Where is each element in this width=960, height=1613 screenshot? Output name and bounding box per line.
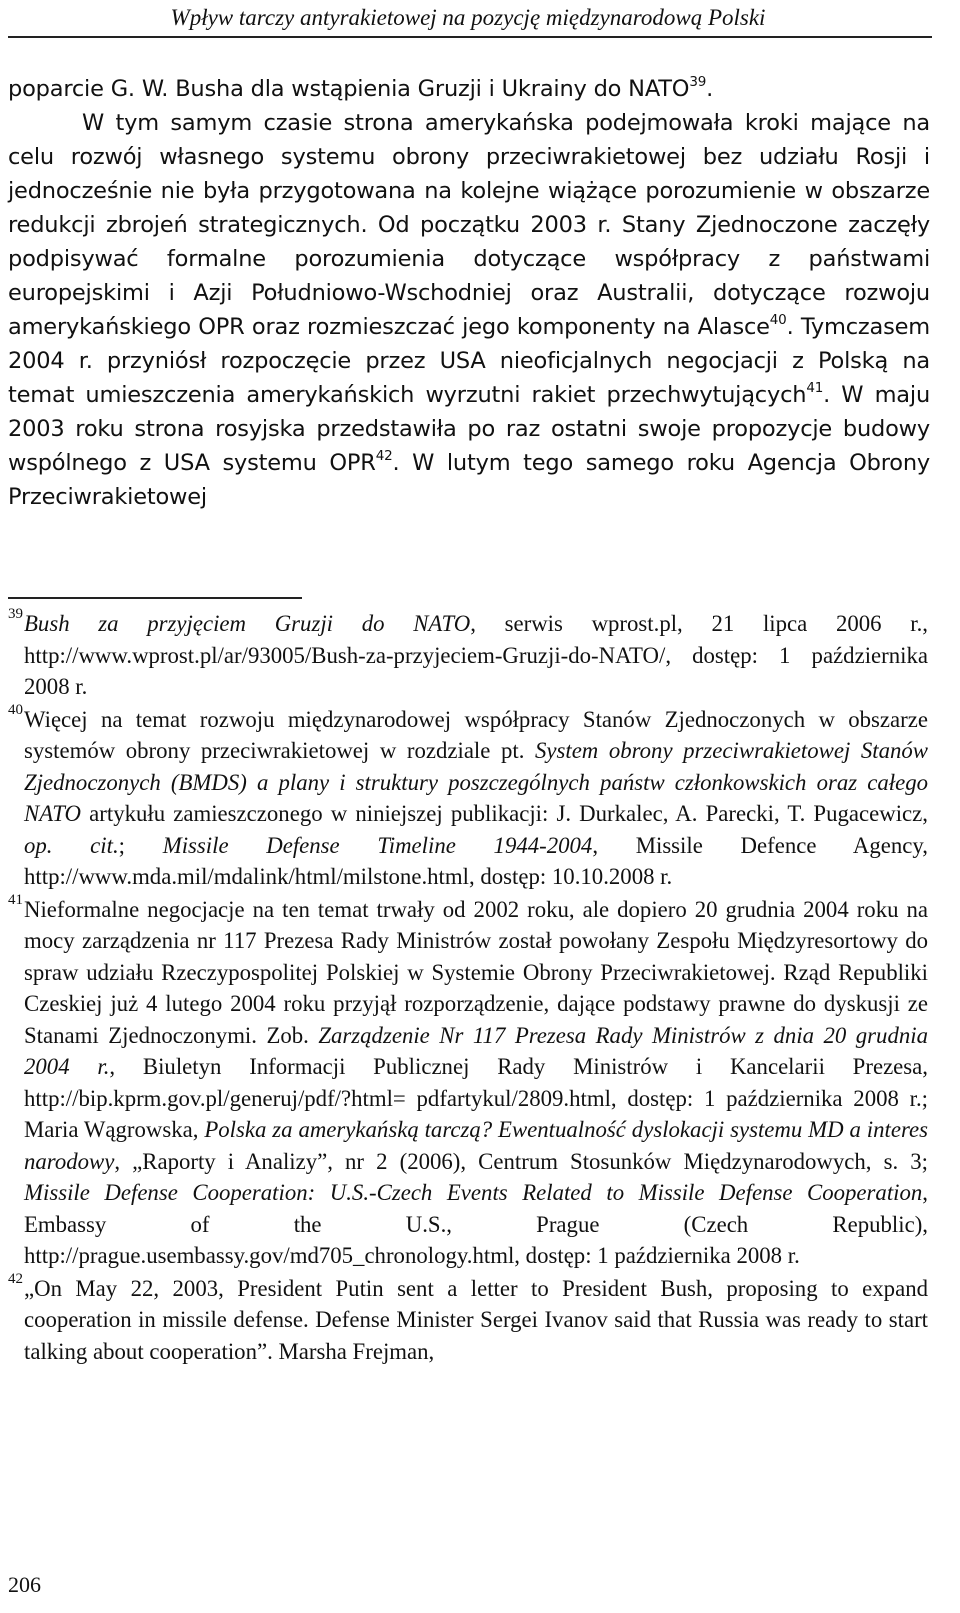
- footnote-39: [8, 608, 928, 703]
- footnote-ref-42[interactable]: 42: [375, 448, 393, 465]
- footnote-body: , serwis wprost.pl, 21 lipca 2006 r., http://www.wprost.pl/ar/93005/Bush-za-przyjeciem-Gruzji-do-NATO/, dostęp: 1 października 2008 r.: [24, 611, 928, 699]
- footnote-title: Bush za przyjęciem Gruzji do NATO: [24, 611, 471, 636]
- footnote-italic: System obrony przeciwrakietowej Stanów Zjednoczonych (BMDS) a plany i struktury poszczególnych państw członkowskich oraz całego NATO: [24, 738, 928, 826]
- footnote-separator: [8, 597, 302, 599]
- footnotes: [8, 608, 928, 1368]
- footnote-text: [24, 894, 928, 1272]
- footnote-number: 42: [8, 1270, 23, 1287]
- footnote-body: , Missile Defence Agency, http://www.mda.mil/mdalink/html/milstone.html, dostęp: 10.10.2008 r.: [24, 832, 928, 889]
- footnote-42: [8, 1270, 928, 1368]
- footnote-italic: op. cit.: [24, 832, 119, 858]
- paragraph-2-part-a: W tym samym czasie strona amerykańska podejmowała kroki mające na celu rozwój własnego systemu obrony przeciwrakietowej bez udziału Rosji i jednocześnie nie była przygotowana na kolejne wiążące porozumienie w obszarze redukcji zbrojeń strategicznych. Od początku 2003 r. Stany Zjednoczone zaczęły podpisywać formalne porozumienia dotyczące współpracy z państwami europejskimi i Azji Południowo-Wschodniej oraz Australii, dotyczące rozwoju amerykańskiego OPR oraz rozmieszczać jego komponenty na Alasce: [8, 110, 930, 340]
- main-text: [8, 72, 930, 514]
- footnote-italic: Missile Defense Cooperation: U.S.-Czech Events Related to Missile Defense Cooperation: [24, 1180, 923, 1205]
- footnote-body: , Biuletyn Informacji Publicznej Rady Ministrów i Kancelarii Prezesa, http://bip.kprm.gov.pl/generuj/pdf/?html= pdfartykul/2809.html, dostęp: 1 października 2008 r.; Maria Wągrowska,: [24, 1054, 928, 1142]
- footnote-40: [8, 701, 928, 893]
- footnote-number: 41: [8, 891, 23, 908]
- footnote-number: 40: [8, 701, 23, 718]
- footnote-ref-41[interactable]: 41: [806, 380, 824, 397]
- footnote-body: Więcej na temat rozwoju międzynarodowej współpracy Stanów Zjednoczonych w obszarze systemów obrony przeciwrakietowej w rozdziale pt.: [24, 706, 928, 763]
- paragraph-2: [8, 106, 930, 514]
- footnote-body: Nieformalne negocjacje na ten temat trwały od 2002 roku, ale dopiero 20 grudnia 2004 roku na mocy zarządzenia nr 117 Prezesa Rady Ministrów został powołany Zespołu Międzyresortowy do spraw udziału Rzeczypospolitej Polskiej w Systemie Obrony Przeciwrakietowej. Rząd Republiki Czeskiej już 4 lutego 2004 roku przyjął rozporządzenie, dające podstawy prawne do dyskusji ze Stanami Zjednoczonymi. Zob.: [24, 896, 928, 1048]
- paragraph-2-part-c: . W maju 2003 roku strona rosyjska przedstawiła po raz ostatni swoje propozycje budowy wspólnego z USA systemu OPR: [8, 382, 930, 476]
- paragraph-1-end: .: [706, 76, 714, 102]
- paragraph-1: [8, 72, 930, 106]
- footnote-text: „On May 22, 2003, President Putin sent a letter to President Bush, proposing to expand cooperation in missile defense. Defense Minister Sergei Ivanov said that Russia was ready to start talking about cooperation”. Marsha Frejman,: [24, 1275, 928, 1364]
- footnote-ref-39[interactable]: 39: [689, 74, 707, 91]
- footnote-body: ;: [118, 832, 163, 858]
- footnote-body: artykułu zamieszczonego w niniejszej publikacji: J. Durkalec, A. Parecki, T. Pugacewicz,: [81, 801, 928, 826]
- footnote-italic: Zarządzenie Nr 117 Prezesa Rady Ministrów z dnia 20 grudnia 2004 r.: [24, 1022, 928, 1079]
- footnote-italic: Missile Defense Timeline 1944-2004: [162, 832, 593, 858]
- footnote-41: [8, 891, 928, 1272]
- paragraph-2-part-b: . Tymczasem 2004 r. przyniósł rozpoczęcie przez USA nieoficjalnych negocjacji z Polską na temat umieszczenia amerykańskich wyrzutni rakiet przechwytujących: [8, 314, 930, 408]
- paragraph-2-part-d: . W lutym tego samego roku Agencja Obrony Przeciwrakietowej: [8, 450, 930, 510]
- footnote-italic: Polska za amerykańską tarczą? Ewentualność dyslokacji systemu MD a interes narodowy: [24, 1117, 928, 1174]
- footnote-body: , Embassy of the U.S., Prague (Czech Republic), http://prague.usembassy.gov/md705_chronology.html, dostęp: 1 października 2008 r.: [24, 1180, 928, 1268]
- page-number: 206: [8, 1572, 41, 1597]
- footnote-text: [24, 608, 928, 703]
- running-header: Wpływ tarczy antyrakietowej na pozycję międzynarodową Polski: [170, 5, 766, 30]
- header-rule: [8, 36, 932, 38]
- footnote-body: , „Raporty i Analizy”, nr 2 (2006), Centrum Stosunków Międzynarodowych, s. 3;: [114, 1148, 928, 1174]
- footnote-ref-40[interactable]: 40: [769, 312, 787, 329]
- footnote-number: 39: [8, 606, 23, 622]
- paragraph-1-text: poparcie G. W. Busha dla wstąpienia Gruzji i Ukrainy do NATO: [8, 76, 690, 102]
- footnote-text: [24, 704, 928, 893]
